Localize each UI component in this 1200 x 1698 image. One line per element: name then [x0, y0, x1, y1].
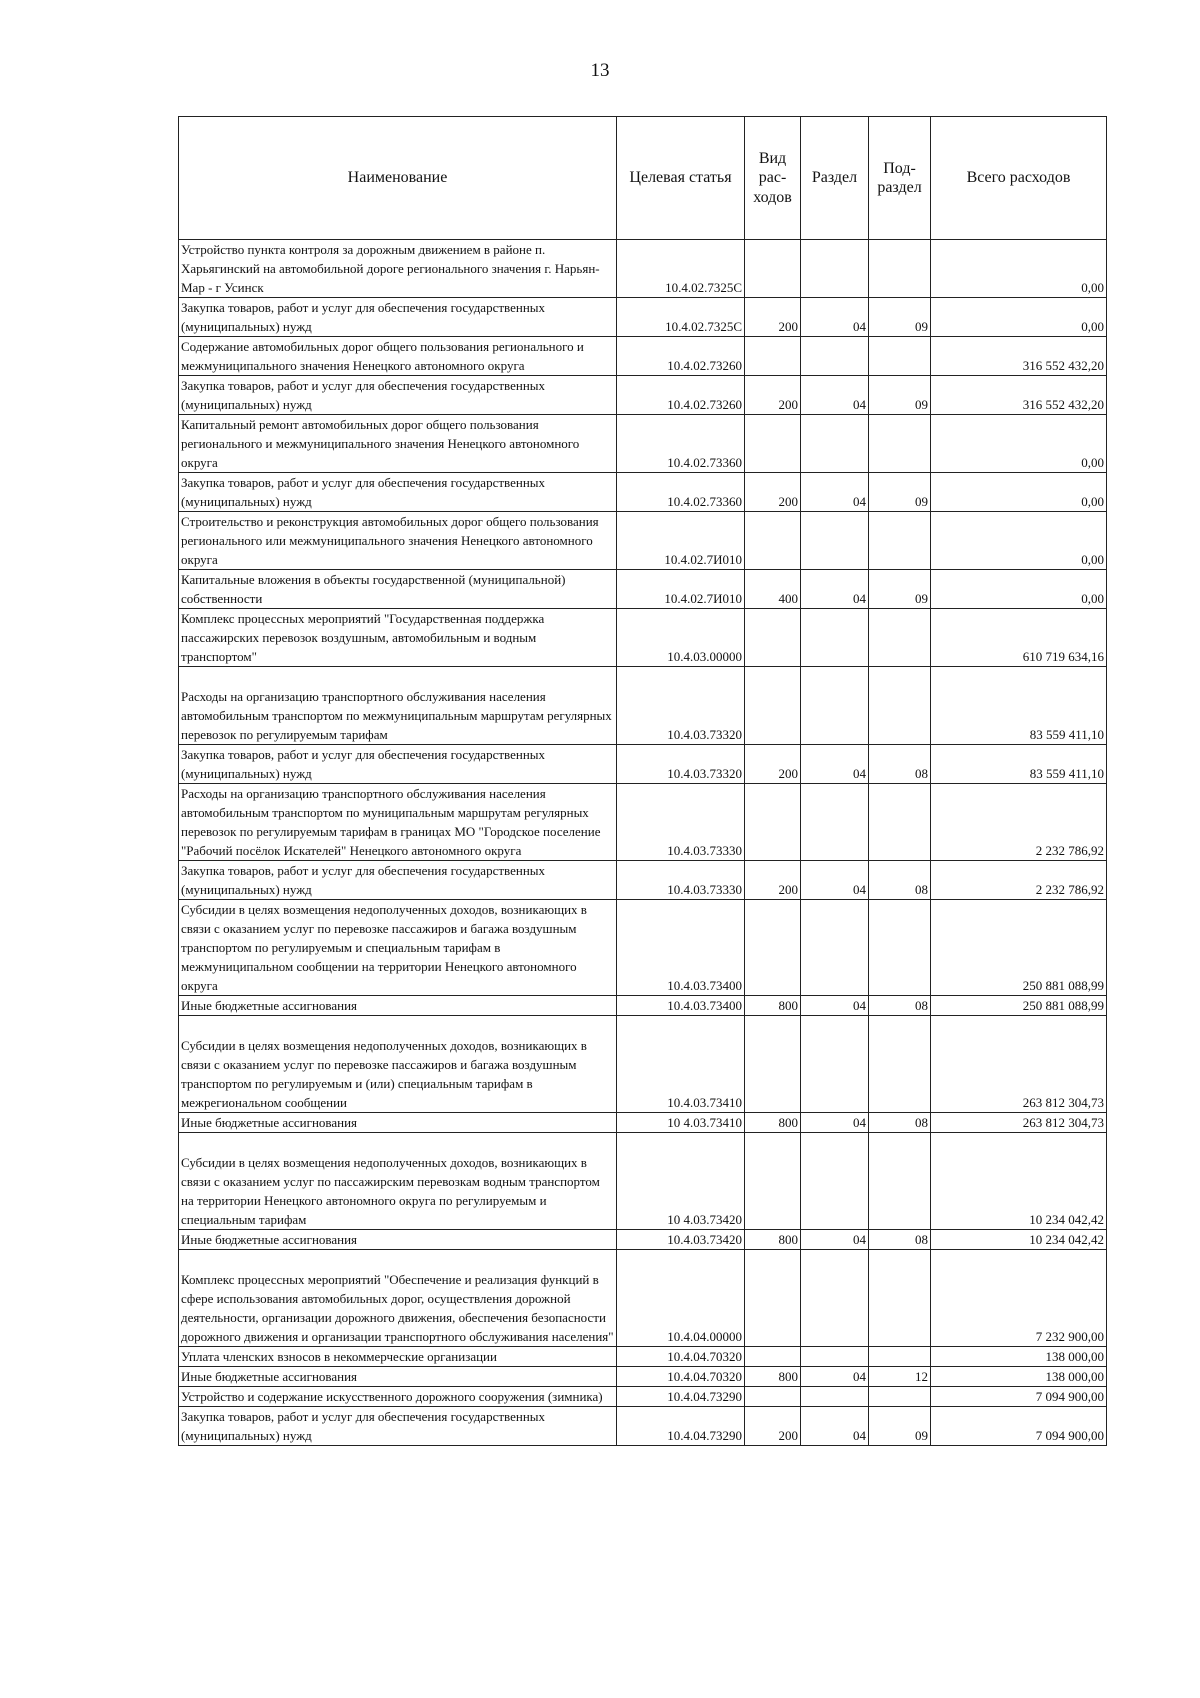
cell-total: 0,00 — [931, 240, 1107, 298]
cell-expense-type — [745, 240, 801, 298]
cell-target-article: 10 4.03.73410 — [617, 1113, 745, 1133]
cell-subsection — [869, 784, 931, 861]
cell-total: 0,00 — [931, 298, 1107, 337]
cell-subsection: 12 — [869, 1367, 931, 1387]
cell-target-article: 10.4.04.73290 — [617, 1387, 745, 1407]
cell-total: 2 232 786,92 — [931, 784, 1107, 861]
cell-subsection — [869, 1347, 931, 1367]
cell-section — [801, 415, 869, 473]
table-row — [179, 1407, 1107, 1446]
cell-expense-type: 200 — [745, 1407, 801, 1446]
cell-expense-type — [745, 1133, 801, 1230]
cell-section — [801, 1133, 869, 1230]
table-row — [179, 996, 1107, 1016]
header-total: Всего расходов — [931, 117, 1107, 240]
cell-target-article: 10.4.03.73410 — [617, 1016, 745, 1113]
cell-section: 04 — [801, 473, 869, 512]
table-row — [179, 1133, 1107, 1230]
cell-subsection: 08 — [869, 745, 931, 784]
cell-target-article: 10.4.02.7И010 — [617, 570, 745, 609]
cell-target-article: 10.4.04.73290 — [617, 1407, 745, 1446]
cell-name: Содержание автомобильных дорог общего пользования регионального и межмуниципального значения Ненецкого автономного округа — [179, 337, 617, 376]
cell-name: Иные бюджетные ассигнования — [179, 1230, 617, 1250]
table-row — [179, 900, 1107, 996]
cell-total: 0,00 — [931, 473, 1107, 512]
cell-expense-type — [745, 1347, 801, 1367]
cell-name: Уплата членских взносов в некоммерческие организации — [179, 1347, 617, 1367]
cell-section: 04 — [801, 1113, 869, 1133]
cell-section — [801, 667, 869, 745]
header-expense-type: Вид рас- ходов — [745, 117, 801, 240]
cell-target-article: 10 4.03.73420 — [617, 1133, 745, 1230]
cell-subsection: 09 — [869, 376, 931, 415]
cell-target-article: 10.4.04.00000 — [617, 1250, 745, 1347]
table-row — [179, 337, 1107, 376]
cell-name: Закупка товаров, работ и услуг для обеспечения государственных (муниципальных) нужд — [179, 376, 617, 415]
cell-name: Закупка товаров, работ и услуг для обеспечения государственных (муниципальных) нужд — [179, 473, 617, 512]
cell-target-article: 10.4.02.7325С — [617, 298, 745, 337]
cell-name: Устройство пункта контроля за дорожным движением в районе п. Харьягинский на автомобильной дороге регионального значения г. Нарьян-Мар - г Усинск — [179, 240, 617, 298]
cell-total: 250 881 088,99 — [931, 900, 1107, 996]
cell-subsection — [869, 609, 931, 667]
table-body — [179, 240, 1107, 1446]
table-row — [179, 609, 1107, 667]
cell-subsection — [869, 337, 931, 376]
cell-subsection — [869, 240, 931, 298]
cell-section: 04 — [801, 1230, 869, 1250]
cell-expense-type: 200 — [745, 473, 801, 512]
page-number: 13 — [590, 60, 610, 81]
cell-target-article: 10.4.03.00000 — [617, 609, 745, 667]
cell-expense-type — [745, 415, 801, 473]
cell-section — [801, 900, 869, 996]
cell-name: Субсидии в целях возмещения недополученных доходов, возникающих в связи с оказанием услуг по пассажирским перевозкам водным транспортом на территории Ненецкого автономного округа по регулируемым и специальным тарифам — [179, 1133, 617, 1230]
table-header-row — [179, 117, 1107, 240]
cell-total: 250 881 088,99 — [931, 996, 1107, 1016]
cell-name: Закупка товаров, работ и услуг для обеспечения государственных (муниципальных) нужд — [179, 298, 617, 337]
cell-target-article: 10.4.03.73420 — [617, 1230, 745, 1250]
cell-target-article: 10.4.02.7325С — [617, 240, 745, 298]
table-row — [179, 1387, 1107, 1407]
cell-total: 0,00 — [931, 570, 1107, 609]
cell-expense-type — [745, 512, 801, 570]
table-row — [179, 1250, 1107, 1347]
cell-expense-type: 800 — [745, 1367, 801, 1387]
cell-section — [801, 512, 869, 570]
cell-expense-type — [745, 900, 801, 996]
cell-subsection — [869, 1387, 931, 1407]
cell-section — [801, 609, 869, 667]
cell-expense-type — [745, 1250, 801, 1347]
cell-name: Капитальный ремонт автомобильных дорог общего пользования регионального и межмуниципального значения Ненецкого автономного округа — [179, 415, 617, 473]
cell-expense-type: 200 — [745, 861, 801, 900]
cell-expense-type — [745, 337, 801, 376]
cell-target-article: 10.4.04.70320 — [617, 1347, 745, 1367]
cell-subsection: 09 — [869, 570, 931, 609]
cell-total: 138 000,00 — [931, 1367, 1107, 1387]
cell-target-article: 10.4.03.73400 — [617, 996, 745, 1016]
cell-total: 263 812 304,73 — [931, 1016, 1107, 1113]
cell-total: 10 234 042,42 — [931, 1230, 1107, 1250]
table-row — [179, 1113, 1107, 1133]
cell-subsection: 08 — [869, 1113, 931, 1133]
cell-section: 04 — [801, 1367, 869, 1387]
cell-section: 04 — [801, 376, 869, 415]
header-subsection: Под- раздел — [869, 117, 931, 240]
table-row — [179, 473, 1107, 512]
cell-expense-type: 800 — [745, 1113, 801, 1133]
cell-name: Устройство и содержание искусственного дорожного сооружения (зимника) — [179, 1387, 617, 1407]
cell-subsection — [869, 1133, 931, 1230]
cell-name: Закупка товаров, работ и услуг для обеспечения государственных (муниципальных) нужд — [179, 745, 617, 784]
cell-target-article: 10.4.02.73360 — [617, 473, 745, 512]
cell-expense-type: 800 — [745, 1230, 801, 1250]
cell-total: 316 552 432,20 — [931, 337, 1107, 376]
cell-section — [801, 784, 869, 861]
cell-expense-type — [745, 609, 801, 667]
cell-total: 10 234 042,42 — [931, 1133, 1107, 1230]
cell-name: Иные бюджетные ассигнования — [179, 996, 617, 1016]
cell-total: 138 000,00 — [931, 1347, 1107, 1367]
cell-subsection: 08 — [869, 861, 931, 900]
header-name: Наименование — [179, 117, 617, 240]
cell-name: Расходы на организацию транспортного обслуживания населения автомобильным транспортом по межмуниципальным маршрутам регулярных перевозок по регулируемым тарифам — [179, 667, 617, 745]
table-row — [179, 784, 1107, 861]
cell-target-article: 10.4.02.7И010 — [617, 512, 745, 570]
cell-expense-type — [745, 1016, 801, 1113]
table-row — [179, 1230, 1107, 1250]
cell-section — [801, 1016, 869, 1113]
cell-subsection: 09 — [869, 473, 931, 512]
cell-name: Закупка товаров, работ и услуг для обеспечения государственных (муниципальных) нужд — [179, 861, 617, 900]
cell-name: Расходы на организацию транспортного обслуживания населения автомобильным транспортом по муниципальным маршрутам регулярных перевозок по регулируемым тарифам в границах МО "Городское поселение "Рабочий посёлок Искателей" Ненецкого автономного округа — [179, 784, 617, 861]
table-row — [179, 240, 1107, 298]
cell-total: 0,00 — [931, 415, 1107, 473]
cell-expense-type: 800 — [745, 996, 801, 1016]
header-section: Раздел — [801, 117, 869, 240]
cell-total: 316 552 432,20 — [931, 376, 1107, 415]
cell-target-article: 10.4.02.73260 — [617, 337, 745, 376]
cell-subsection — [869, 667, 931, 745]
cell-section — [801, 1347, 869, 1367]
cell-subsection — [869, 512, 931, 570]
cell-subsection — [869, 1250, 931, 1347]
table-row — [179, 298, 1107, 337]
cell-target-article: 10.4.04.70320 — [617, 1367, 745, 1387]
cell-section — [801, 240, 869, 298]
cell-expense-type: 200 — [745, 376, 801, 415]
cell-target-article: 10.4.03.73330 — [617, 784, 745, 861]
table-row — [179, 1016, 1107, 1113]
cell-subsection: 09 — [869, 1407, 931, 1446]
cell-expense-type: 400 — [745, 570, 801, 609]
cell-subsection — [869, 1016, 931, 1113]
table-row — [179, 861, 1107, 900]
cell-name: Субсидии в целях возмещения недополученных доходов, возникающих в связи с оказанием услуг по перевозке пассажиров и багажа воздушным транспортом по регулируемым и (или) специальным тарифам в межрегиональном сообщении — [179, 1016, 617, 1113]
cell-total: 0,00 — [931, 512, 1107, 570]
cell-name: Закупка товаров, работ и услуг для обеспечения государственных (муниципальных) нужд — [179, 1407, 617, 1446]
cell-total: 7 094 900,00 — [931, 1387, 1107, 1407]
cell-name: Иные бюджетные ассигнования — [179, 1367, 617, 1387]
cell-name: Комплекс процессных мероприятий "Обеспечение и реализация функций в сфере использования автомобильных дорог, осуществления дорожной деятельности, организации дорожного движения, обеспечения безопасности дорожного движения и организации транспортного обслуживания населения" — [179, 1250, 617, 1347]
cell-section — [801, 1387, 869, 1407]
cell-section: 04 — [801, 996, 869, 1016]
table-row — [179, 1347, 1107, 1367]
cell-target-article: 10.4.03.73320 — [617, 667, 745, 745]
table-row — [179, 745, 1107, 784]
cell-total: 263 812 304,73 — [931, 1113, 1107, 1133]
cell-expense-type: 200 — [745, 745, 801, 784]
cell-expense-type — [745, 784, 801, 861]
cell-target-article: 10.4.03.73400 — [617, 900, 745, 996]
cell-subsection — [869, 415, 931, 473]
cell-name: Субсидии в целях возмещения недополученных доходов, возникающих в связи с оказанием услуг по перевозке пассажиров и багажа воздушным транспортом по регулируемым и специальным тарифам в межмуниципальном сообщении на территории Ненецкого автономного округа — [179, 900, 617, 996]
table-row — [179, 570, 1107, 609]
cell-section: 04 — [801, 1407, 869, 1446]
cell-total: 7 232 900,00 — [931, 1250, 1107, 1347]
cell-name: Комплекс процессных мероприятий "Государственная поддержка пассажирских перевозок воздушным, автомобильным и водным транспортом" — [179, 609, 617, 667]
cell-section: 04 — [801, 745, 869, 784]
cell-target-article: 10.4.03.73330 — [617, 861, 745, 900]
cell-total: 610 719 634,16 — [931, 609, 1107, 667]
table-row — [179, 376, 1107, 415]
table-row — [179, 1367, 1107, 1387]
table-row — [179, 415, 1107, 473]
cell-expense-type — [745, 667, 801, 745]
cell-target-article: 10.4.02.73260 — [617, 376, 745, 415]
cell-total: 2 232 786,92 — [931, 861, 1107, 900]
cell-total: 83 559 411,10 — [931, 745, 1107, 784]
table-row — [179, 667, 1107, 745]
cell-name: Иные бюджетные ассигнования — [179, 1113, 617, 1133]
cell-name: Капитальные вложения в объекты государственной (муниципальной) собственности — [179, 570, 617, 609]
cell-section: 04 — [801, 861, 869, 900]
cell-subsection — [869, 900, 931, 996]
cell-subsection: 08 — [869, 1230, 931, 1250]
cell-total: 7 094 900,00 — [931, 1407, 1107, 1446]
cell-name: Строительство и реконструкция автомобильных дорог общего пользования регионального или межмуниципального значения Ненецкого автономного округа — [179, 512, 617, 570]
cell-expense-type — [745, 1387, 801, 1407]
cell-expense-type: 200 — [745, 298, 801, 337]
budget-table — [178, 116, 1107, 1446]
header-target-article: Целевая статья — [617, 117, 745, 240]
cell-total: 83 559 411,10 — [931, 667, 1107, 745]
cell-subsection: 08 — [869, 996, 931, 1016]
cell-subsection: 09 — [869, 298, 931, 337]
cell-target-article: 10.4.03.73320 — [617, 745, 745, 784]
cell-target-article: 10.4.02.73360 — [617, 415, 745, 473]
cell-section: 04 — [801, 570, 869, 609]
table-row — [179, 512, 1107, 570]
cell-section — [801, 337, 869, 376]
cell-section: 04 — [801, 298, 869, 337]
cell-section — [801, 1250, 869, 1347]
